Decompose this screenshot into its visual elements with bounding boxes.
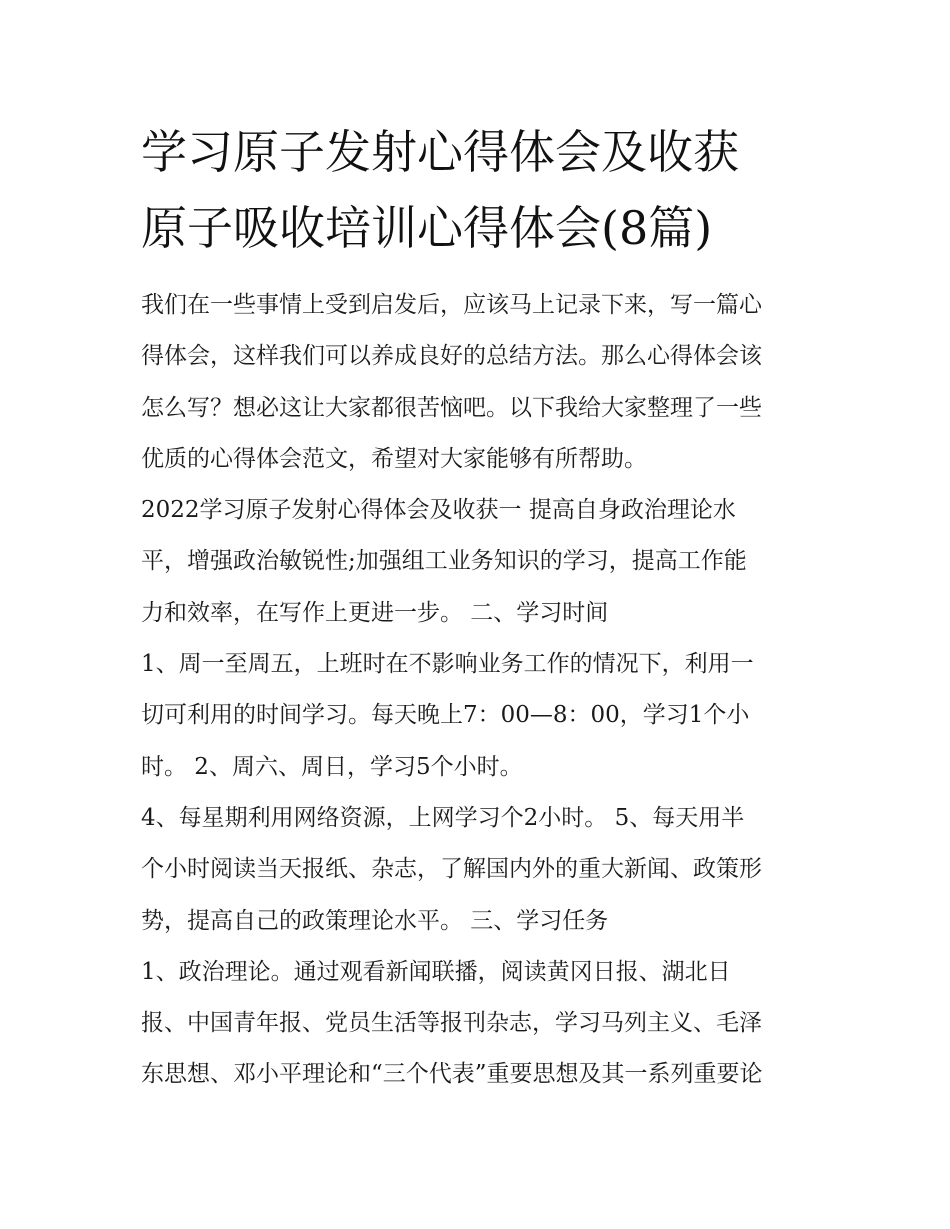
document-body (141, 280, 821, 1101)
body-line: 力和效率，在写作上更进一步。 二、学习时间 (141, 599, 609, 626)
body-line: 切可利用的时间学习。每天晚上7：00—8：00，学习1个小 (141, 702, 750, 729)
body-line: 2022学习原子发射心得体会及收获一 提高自身政治理论水 (141, 497, 736, 524)
body-line: 平，增强政治敏锐性;加强组工业务知识的学习，提高工作能 (141, 548, 747, 575)
body-line: 报、中国青年报、党员生活等报刊杂志，学习马列主义、毛泽 (141, 1010, 762, 1037)
body-line: 势，提高自己的政策理论水平。 三、学习任务 (141, 907, 609, 934)
body-line: 1、政治理论。通过观看新闻联播，阅读黄冈日报、湖北日 (141, 958, 731, 985)
body-line: 优质的心得体会范文，希望对大家能够有所帮助。 (141, 445, 647, 472)
title-line: 学习原子发射心得体会及收获 (141, 125, 739, 179)
body-line: 怎么写？想必这让大家都很苦恼吧。以下我给大家整理了一些 (141, 394, 762, 421)
body-line: 得体会，这样我们可以养成良好的总结方法。那么心得体会该 (141, 343, 762, 370)
body-line: 我们在一些事情上受到启发后，应该马上记录下来，写一篇心 (141, 292, 762, 318)
body-line: 4、每星期利用网络资源，上网学习个2小时。 5、每天用半 (141, 804, 745, 831)
body-line: 东思想、邓小平理论和“三个代表”重要思想及其一系列重要论 (141, 1061, 763, 1088)
body-line: 个小时阅读当天报纸、杂志，了解国内外的重大新闻、政策形 (141, 856, 762, 883)
document-title (141, 114, 821, 266)
body-line: 时。 2、周六、周日，学习5个小时。 (141, 753, 523, 780)
body-line: 1、周一至周五，上班时在不影响业务工作的情况下，利用一 (141, 651, 754, 678)
title-line: 原子吸收培训心得体会(8篇) (141, 201, 713, 255)
